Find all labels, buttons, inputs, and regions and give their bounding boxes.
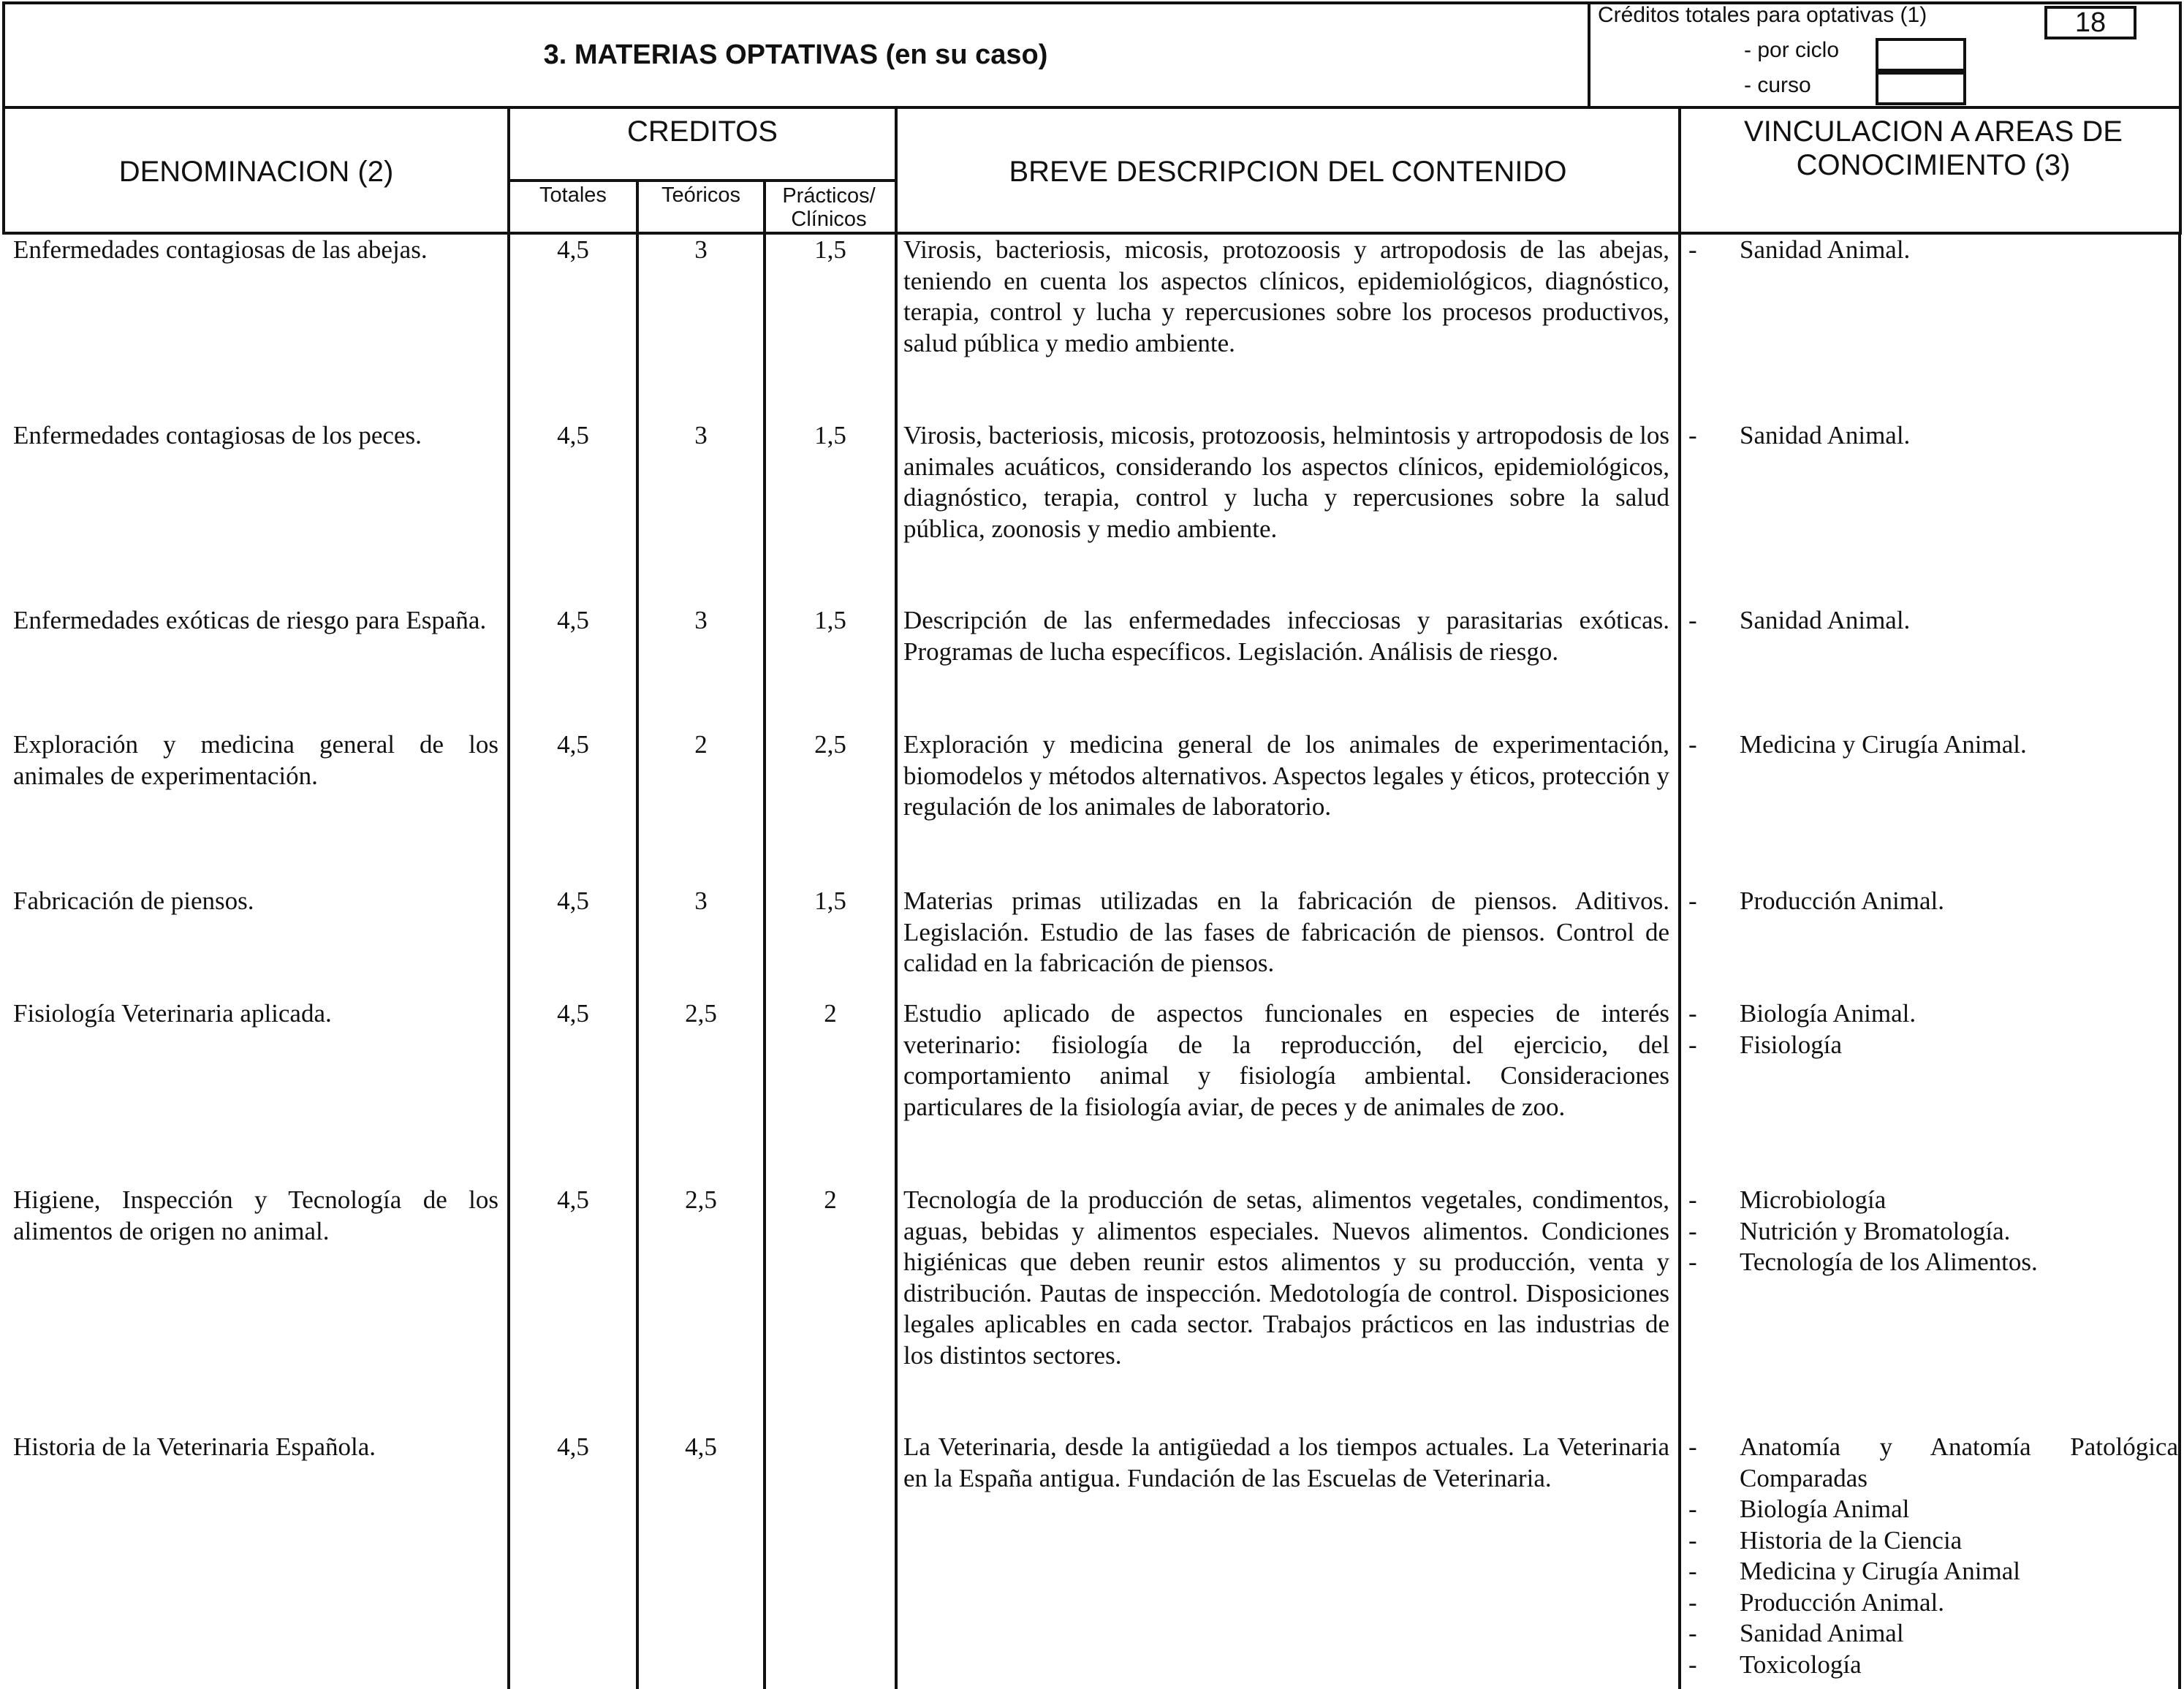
column-header-practicos: Prácticos/ Clínicos <box>782 184 876 231</box>
area-item: - Historia de la Ciencia <box>1688 1525 1963 1555</box>
row-areas <box>1688 998 2178 1060</box>
row-practicos: 1,5 <box>814 235 846 264</box>
area-item: - Medicina y Cirugía Animal <box>1688 1557 2020 1585</box>
row-descripcion: Estudio aplicado de aspectos funcionales en especies de interés veterinario: fisiología de la reproducción, del ejercicio, del comportamiento animal y fisiología ambiental. Consideraciones particulares de la fisiología aviar, de peces y de animales de zoo. <box>903 999 1669 1121</box>
column-header-creditos: CREDITOS <box>627 115 778 148</box>
row-teoricos: 4,5 <box>685 1432 717 1461</box>
row-practicos: 2 <box>824 1185 837 1214</box>
row-areas <box>1688 1185 2178 1278</box>
total-credits-label: Créditos totales para optativas (1) <box>1598 3 1927 27</box>
row-areas <box>1688 1432 2178 1680</box>
area-item: - Sanidad Animal. <box>1688 235 1911 264</box>
row-areas <box>1688 729 2178 761</box>
row-areas <box>1688 235 2178 266</box>
row-teoricos: 2,5 <box>685 1185 717 1214</box>
row-denominacion: Higiene, Inspección y Tecnología de los alimentos de origen no animal. <box>13 1185 498 1245</box>
column-header-descripcion: BREVE DESCRIPCION DEL CONTENIDO <box>1009 156 1567 188</box>
row-teoricos: 2 <box>694 730 708 759</box>
per-cycle-label: - por ciclo <box>1744 38 1840 62</box>
creditos-subdivider-2 <box>763 179 766 232</box>
row-totales: 4,5 <box>557 1185 589 1214</box>
row-totales: 4,5 <box>557 421 589 449</box>
area-item: - Producción Animal. <box>1688 887 1944 915</box>
row-totales: 4,5 <box>557 730 589 759</box>
per-cycle-box <box>1876 38 1966 72</box>
row-descripcion: Descripción de las enfermedades infecciosas y parasitarias exóticas. Programas de lucha específicos. Legislación. Análisis de riesgo. <box>903 606 1669 666</box>
area-item: - Anatomía y Anatomía Patológica Comparadas <box>1688 1432 2178 1492</box>
total-credits-value: 18 <box>2044 6 2136 39</box>
row-descripcion: Virosis, bacteriosis, micosis, protozoosis y artropodosis de las abejas, teniendo en cuenta los aspectos clínicos, epidemiológicos, diagnóstico, terapia, control y lucha y repercusiones sobre los procesos productivos, salud pública y medio ambiente. <box>903 235 1669 357</box>
row-denominacion: Fisiología Veterinaria aplicada. <box>13 999 332 1028</box>
row-practicos: 1,5 <box>814 421 846 449</box>
row-descripcion: La Veterinaria, desde la antigüedad a los tiempos actuales. La Veterinaria en la España antigua. Fundación de las Escuelas de Veterinaria. <box>903 1432 1669 1492</box>
row-practicos: 1,5 <box>814 887 846 915</box>
area-item: - Nutrición y Bromatología. <box>1688 1216 2011 1245</box>
row-totales: 4,5 <box>557 606 589 634</box>
row-totales: 4,5 <box>557 887 589 915</box>
page-title: 3. MATERIAS OPTATIVAS (en su caso) <box>543 39 1048 70</box>
row-denominacion: Enfermedades contagiosas de los peces. <box>13 421 422 449</box>
row-teoricos: 3 <box>694 421 708 449</box>
column-header-denominacion: DENOMINACION (2) <box>118 156 394 188</box>
row-denominacion: Enfermedades exóticas de riesgo para España. <box>13 606 487 634</box>
area-item: - Medicina y Cirugía Animal. <box>1688 730 2027 759</box>
row-descripcion: Exploración y medicina general de los animales de experimentación, biomodelos y métodos alternativos. Aspectos legales y éticos, protección y regulación de los animales de laboratorio. <box>903 730 1669 821</box>
row-denominacion: Exploración y medicina general de los animales de experimentación. <box>13 730 498 790</box>
area-item: - Sanidad Animal <box>1688 1619 1904 1647</box>
area-item: - Microbiología <box>1688 1185 1887 1214</box>
creditos-subheader-line <box>507 179 898 182</box>
row-descripcion: Virosis, bacteriosis, micosis, protozoosis, helmintosis y artropodosis de los animales acuáticos, considerando los aspectos clínicos, epidemiológicos, diagnóstico, terapia, control y lucha y repercusiones sobre la salud pública, zoonosis y medio ambiente. <box>903 421 1669 543</box>
row-areas <box>1688 605 2178 637</box>
row-practicos: 1,5 <box>814 606 846 634</box>
row-areas <box>1688 420 2178 452</box>
row-teoricos: 3 <box>694 887 708 915</box>
row-totales: 4,5 <box>557 999 589 1028</box>
column-header-totales: Totales <box>539 183 607 207</box>
row-denominacion: Historia de la Veterinaria Española. <box>13 1432 376 1461</box>
column-header-teoricos: Teóricos <box>661 183 740 207</box>
row-teoricos: 3 <box>694 606 708 634</box>
area-item: - Sanidad Animal. <box>1688 421 1911 449</box>
area-item: - Fisiología <box>1688 1030 1843 1059</box>
area-item: - Biología Animal. <box>1688 999 1916 1028</box>
row-descripcion: Materias primas utilizadas en la fabricación de piensos. Aditivos. Legislación. Estudio de las fases de fabricación de piensos. Control de calidad en la fabricación de piensos. <box>903 887 1669 977</box>
table-right-border <box>2178 232 2181 1689</box>
row-teoricos: 2,5 <box>685 999 717 1028</box>
per-course-label: - curso <box>1744 73 1811 97</box>
row-practicos: 2 <box>824 999 837 1028</box>
row-totales: 4,5 <box>557 235 589 264</box>
row-denominacion: Fabricación de piensos. <box>13 887 254 915</box>
column-divider-descripcion <box>1678 109 1681 1689</box>
creditos-subdivider-1 <box>636 179 639 232</box>
area-item: - Toxicología <box>1688 1650 1862 1679</box>
row-descripcion: Tecnología de la producción de setas, alimentos vegetales, condimentos, aguas, bebidas y alimentos especiales. Nuevos alimentos. Condiciones higiénicas que deben reunir estos alimentos y su producción, venta y distribución. Pautas de inspección. Medotología de control. Disposiciones legales aplicables en cada sector. Trabajos prácticos en las industrias de los distintos sectores. <box>903 1185 1669 1370</box>
row-practicos: 2,5 <box>814 730 846 759</box>
area-item: - Tecnología de los Alimentos. <box>1688 1248 2038 1276</box>
area-item: - Producción Animal. <box>1688 1587 1944 1617</box>
column-header-vinculacion: VINCULACION A AREAS DE CONOCIMIENTO (3) <box>1744 115 2123 181</box>
row-denominacion: Enfermedades contagiosas de las abejas. <box>13 235 428 264</box>
row-teoricos: 3 <box>694 235 708 264</box>
row-areas <box>1688 886 2178 917</box>
area-item: - Biología Animal <box>1688 1495 1910 1523</box>
area-item: - Sanidad Animal. <box>1688 606 1911 634</box>
column-divider-creditos <box>895 109 898 1689</box>
per-course-box <box>1876 72 1966 105</box>
row-totales: 4,5 <box>557 1432 589 1461</box>
